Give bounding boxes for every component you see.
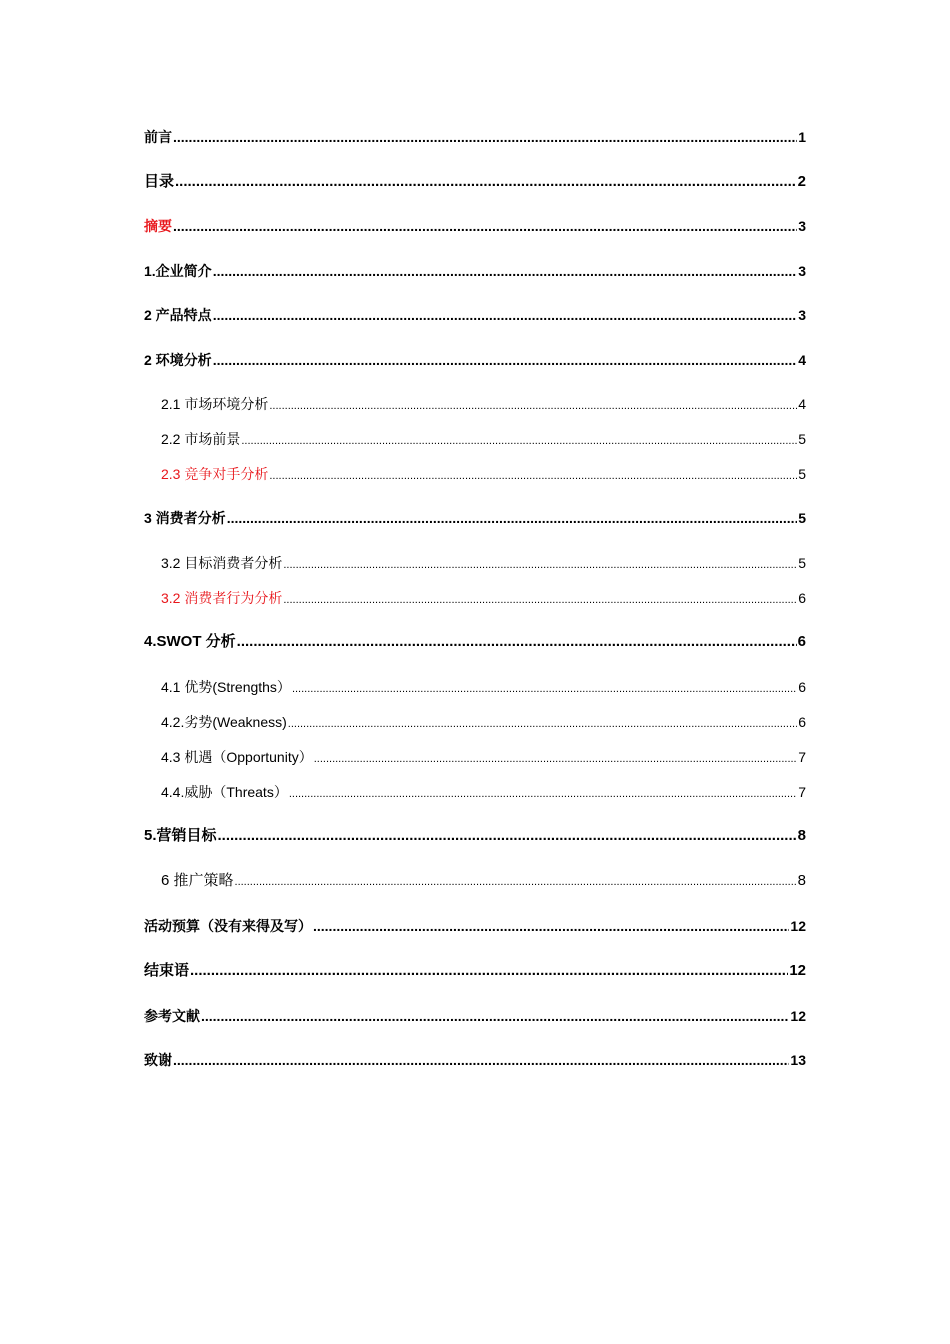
toc-entry-competitor-analysis[interactable] (144, 464, 806, 486)
toc-entry-title: 4.SWOT 分析 (144, 633, 236, 650)
toc-entry-page: 6 (798, 714, 806, 730)
toc-dot-leader (313, 916, 789, 936)
toc-entry-weakness[interactable] (144, 712, 806, 734)
toc-dot-leader (292, 677, 797, 699)
toc-dot-leader (314, 747, 797, 769)
toc-entry-marketing-goals[interactable] (144, 826, 806, 846)
toc-dot-leader (289, 782, 797, 804)
toc-entry-page: 5 (798, 510, 806, 526)
toc-dot-leader (213, 305, 798, 325)
toc-entry-page: 4 (798, 352, 806, 368)
toc-dot-leader (218, 826, 797, 846)
toc-entry-title: 4.3 机遇（Opportunity） (161, 749, 313, 765)
toc-entry-page: 3 (798, 218, 806, 234)
toc-entry-page: 6 (798, 679, 806, 695)
toc-entry-title: 目录 (144, 173, 175, 190)
toc-dot-leader (269, 394, 797, 416)
toc-entry-title: 3.2 目标消费者分析 (161, 555, 283, 571)
toc-entry-page: 12 (790, 918, 806, 934)
toc-dot-leader (227, 508, 798, 528)
toc-entry-strengths[interactable] (144, 677, 806, 699)
toc-entry-preface[interactable] (144, 127, 806, 147)
toc-entry-consumer-analysis[interactable] (144, 508, 806, 528)
toc-entry-title: 摘要 (144, 218, 172, 234)
toc-entry-title: 致谢 (144, 1052, 172, 1068)
toc-entry-title: 2.3 竞争对手分析 (161, 466, 269, 482)
toc-dot-leader (201, 1006, 789, 1026)
toc-entry-environment-analysis[interactable] (144, 350, 806, 370)
toc-entry-title: 4.4.威胁（Threats） (161, 784, 288, 800)
toc-entry-title: 2.1 市场环境分析 (161, 396, 269, 412)
toc-entry-title: 参考文献 (144, 1008, 200, 1024)
toc-entry-title: 3 消费者分析 (144, 510, 226, 526)
toc-entry-conclusion[interactable] (144, 961, 806, 981)
toc-entry-page: 5 (798, 466, 806, 482)
toc-dot-leader (173, 127, 797, 147)
toc-entry-page: 3 (798, 263, 806, 279)
toc-entry-title: 3.2 消费者行为分析 (161, 590, 283, 606)
toc-entry-references[interactable] (144, 1006, 806, 1026)
toc-dot-leader (288, 712, 797, 734)
toc-dot-leader (283, 588, 797, 610)
toc-entry-page: 4 (798, 396, 806, 412)
toc-entry-page: 6 (797, 633, 806, 650)
toc-entry-consumer-behavior[interactable] (144, 588, 806, 610)
toc-entry-title: 1.企业简介 (144, 263, 212, 279)
toc-entry-title: 6 推广策略 (161, 872, 234, 889)
toc-dot-leader (283, 553, 797, 575)
toc-entry-page: 7 (798, 749, 806, 765)
toc-dot-leader (237, 632, 797, 652)
toc-entry-page: 12 (789, 962, 806, 979)
toc-entry-target-consumer[interactable] (144, 553, 806, 575)
toc-entry-title: 5.营销目标 (144, 827, 217, 844)
toc-dot-leader (235, 871, 797, 892)
toc-entry-page: 8 (797, 827, 806, 844)
toc-entry-threats[interactable] (144, 782, 806, 804)
toc-entry-page: 12 (790, 1008, 806, 1024)
toc-entry-page: 3 (798, 307, 806, 323)
toc-entry-product-features[interactable] (144, 305, 806, 325)
toc-dot-leader (173, 1050, 789, 1070)
toc-entry-abstract[interactable] (144, 216, 806, 236)
toc-entry-page: 2 (797, 173, 806, 190)
toc-entry-title: 前言 (144, 129, 172, 145)
toc-entry-promotion-strategy[interactable] (144, 871, 806, 892)
toc-entry-page: 13 (790, 1052, 806, 1068)
toc-entry-page: 5 (798, 555, 806, 571)
toc-entry-title: 2.2 市场前景 (161, 431, 241, 447)
toc-entry-market-outlook[interactable] (144, 429, 806, 451)
toc-dot-leader (241, 429, 797, 451)
toc-entry-title: 结束语 (144, 962, 190, 979)
toc-entry-acknowledgements[interactable] (144, 1050, 806, 1070)
toc-dot-leader (213, 261, 798, 281)
toc-entry-title: 2 产品特点 (144, 307, 212, 323)
toc-dot-leader (269, 464, 797, 486)
toc-entry-title: 活动预算（没有来得及写） (144, 918, 312, 934)
toc-entry-title: 2 环境分析 (144, 352, 212, 368)
toc-entry-market-environment[interactable] (144, 394, 806, 416)
toc-dot-leader (173, 216, 797, 236)
toc-entry-page: 5 (798, 431, 806, 447)
toc-entry-opportunity[interactable] (144, 747, 806, 769)
toc-entry-title: 4.2.劣势(Weakness) (161, 714, 287, 730)
toc-entry-page: 8 (797, 872, 806, 889)
toc-entry-company-intro[interactable] (144, 261, 806, 281)
toc-entry-title: 4.1 优势(Strengths） (161, 679, 291, 695)
toc-entry-page: 1 (798, 129, 806, 145)
toc-entry-page: 6 (798, 590, 806, 606)
toc-dot-leader (190, 961, 788, 981)
toc-entry-contents[interactable] (144, 172, 806, 192)
toc-dot-leader (175, 172, 797, 192)
toc-entry-page: 7 (798, 784, 806, 800)
toc-entry-budget[interactable] (144, 916, 806, 936)
toc-dot-leader (213, 350, 798, 370)
toc-entry-swot[interactable] (144, 632, 806, 652)
